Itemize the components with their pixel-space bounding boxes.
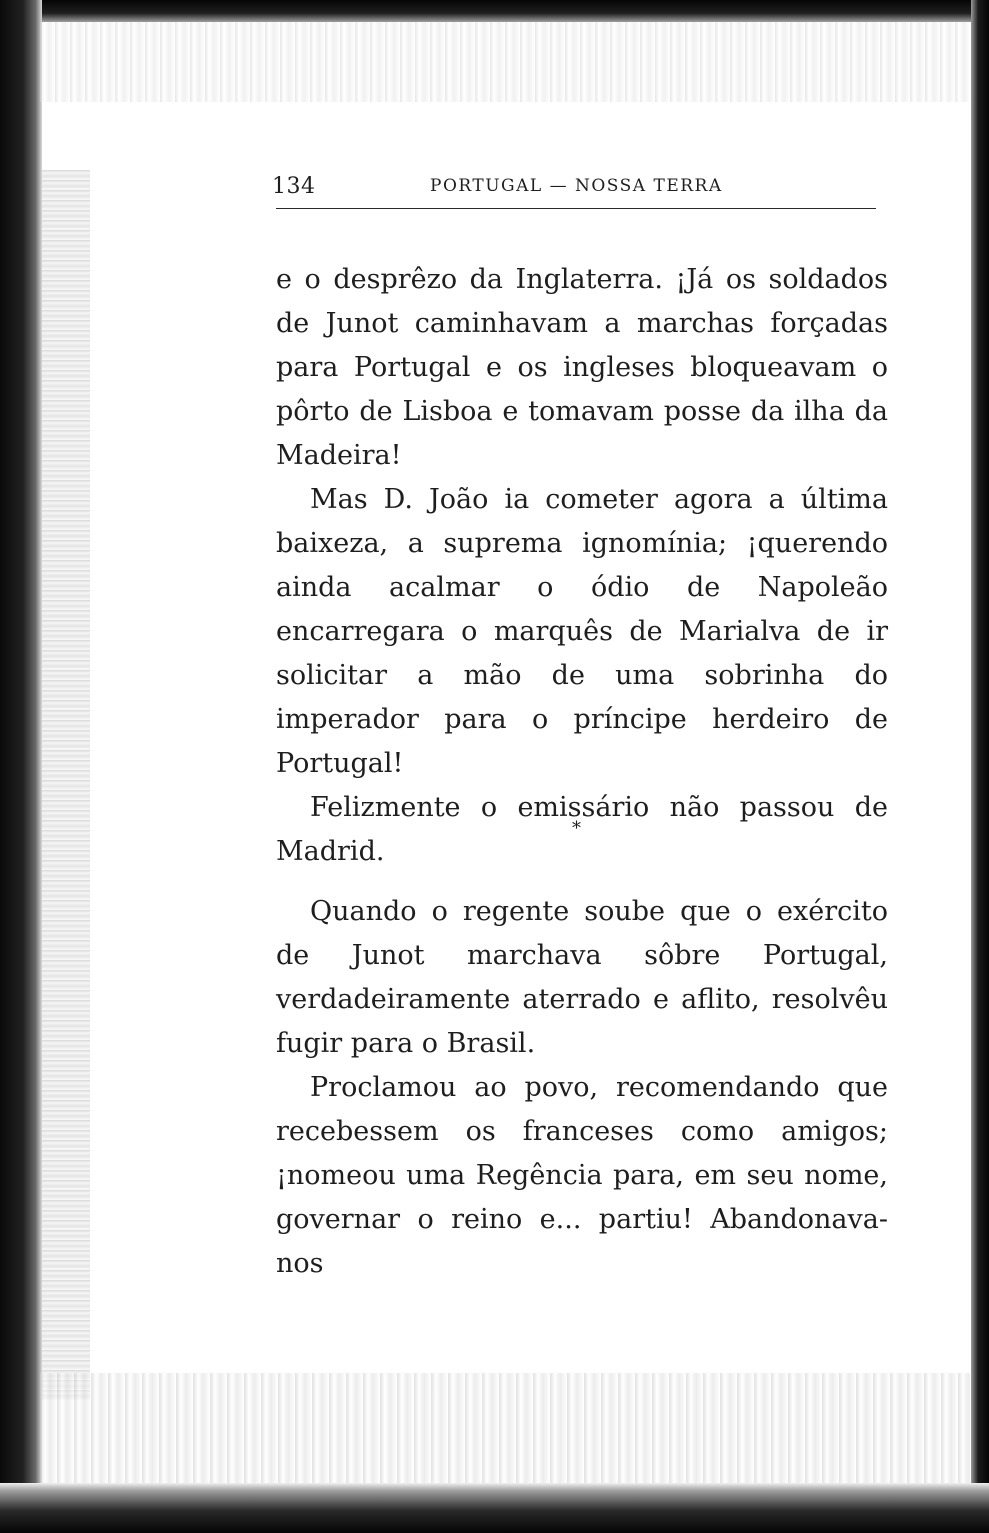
paragraph: Felizmente o emissário não passou de Madrid. bbox=[276, 792, 888, 867]
page-number: 134 bbox=[272, 174, 316, 199]
paragraph: e o desprêzo da Inglaterra. ¡Já os soldados de Junot caminhavam a marchas forçadas para Portugal e os ingleses bloqueavam o pôrto de Lisboa e tomavam posse da ilha da Madeira! bbox=[276, 264, 888, 471]
section-separator: * bbox=[572, 818, 581, 839]
section-two bbox=[276, 890, 888, 1286]
paragraph: Mas D. João ia cometer agora a última baixeza, a suprema ignomínia; ¡querendo ainda acalmar o ódio de Napoleão encarregara o marquês de Marialva de ir solicitar a mão de uma sobrinha do imperador para o príncipe herdeiro de Portugal! bbox=[276, 484, 888, 779]
scan-edge-top bbox=[0, 0, 989, 22]
scan-noise-bottom bbox=[40, 1373, 970, 1483]
paragraph: Proclamou ao povo, recomendando que recebessem os franceses como amigos; ¡nomeou uma Regência para, em seu nome, governar o reino e... partiu! Abandonava-nos bbox=[276, 1072, 888, 1279]
running-head: PORTUGAL — NOSSA TERRA bbox=[430, 176, 723, 196]
scan-edge-left bbox=[0, 0, 42, 1533]
header-rule bbox=[276, 208, 876, 209]
scan-edge-right bbox=[971, 0, 989, 1533]
scan-noise-top bbox=[40, 22, 970, 102]
section-one bbox=[276, 258, 888, 874]
paragraph: Quando o regente soube que o exército de Junot marchava sôbre Portugal, verdadeiramente aterrado e aflito, resolvêu fugir para o Brasil. bbox=[276, 896, 888, 1059]
scan-binding-shadow bbox=[42, 170, 90, 1400]
scan-edge-bottom bbox=[0, 1483, 989, 1533]
